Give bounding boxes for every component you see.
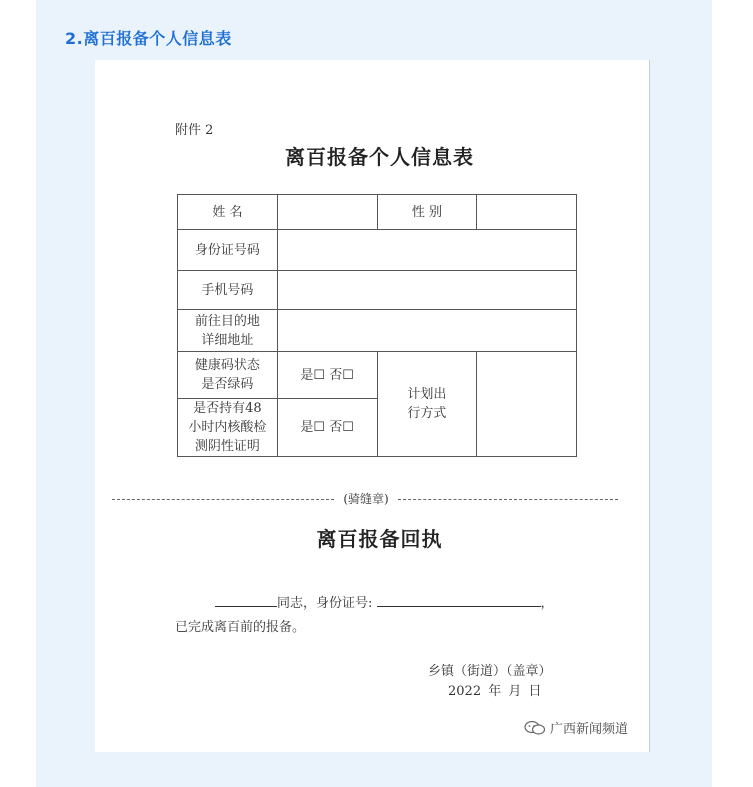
- nucleic-test-label-line: 小时内核酸检: [188, 420, 267, 435]
- watermark: [524, 718, 628, 737]
- section-title: 2.离百报备个人信息表: [65, 29, 232, 48]
- id-value-cell: [277, 230, 576, 271]
- date-line: 2022 年 月 日: [448, 684, 542, 699]
- table-row: [178, 310, 577, 352]
- id-blank: [377, 592, 541, 607]
- receipt-title: 离百报备回执: [316, 527, 443, 551]
- destination-label-line: 详细地址: [201, 332, 254, 348]
- nucleic-test-label: [178, 399, 278, 457]
- table-row: [178, 195, 577, 230]
- table-row: [178, 271, 577, 310]
- receipt-line-1: [215, 592, 554, 611]
- travel-mode-label-line: 行方式: [407, 406, 447, 421]
- seam-divider: [112, 490, 618, 508]
- health-code-label-line: 健康码状态: [194, 358, 260, 373]
- name-blank: [215, 592, 277, 607]
- destination-label: [178, 310, 278, 352]
- name-value-cell: [277, 195, 377, 230]
- phone-value-cell: [277, 271, 576, 310]
- phone-label: 手机号码: [178, 271, 278, 310]
- nucleic-test-label-line: 是否持有48: [193, 401, 262, 416]
- travel-mode-label: [377, 352, 477, 457]
- receipt-line-2: 已完成离百前的报备。: [175, 620, 306, 635]
- nucleic-test-options: 是☐ 否☐: [277, 399, 377, 457]
- health-code-options: 是☐ 否☐: [277, 352, 377, 399]
- name-label: 姓 名: [178, 195, 278, 230]
- table-row: [178, 230, 577, 271]
- receipt-line-1-comma: ，: [540, 596, 554, 611]
- watermark-text: 广西新闻频道: [550, 722, 629, 737]
- destination-value-cell: [277, 310, 576, 352]
- dashed-line: [112, 499, 334, 500]
- dashed-line: [398, 499, 618, 500]
- health-code-label: [178, 352, 278, 399]
- form-title: 离百报备个人信息表: [285, 145, 474, 169]
- travel-mode-value-cell: [477, 352, 577, 457]
- travel-mode-label-line: 计划出: [407, 387, 447, 402]
- table-row: [178, 352, 577, 399]
- destination-label-line: 前往目的地: [194, 313, 260, 329]
- id-label: 身份证号码: [178, 230, 278, 271]
- stamp-line: 乡镇（街道）（盖章）: [428, 664, 552, 679]
- health-code-label-line: 是否绿码: [201, 377, 254, 392]
- seam-label: (骑缝章): [343, 492, 389, 506]
- gender-value-cell: [477, 195, 577, 230]
- nucleic-test-label-line: 测阴性证明: [194, 439, 260, 454]
- wechat-icon: [524, 721, 546, 735]
- annex-label: 附件 2: [175, 123, 214, 138]
- receipt-line-1-text: 同志，身份证号:: [277, 596, 373, 611]
- info-table: [177, 194, 577, 457]
- gender-label: 性 别: [377, 195, 477, 230]
